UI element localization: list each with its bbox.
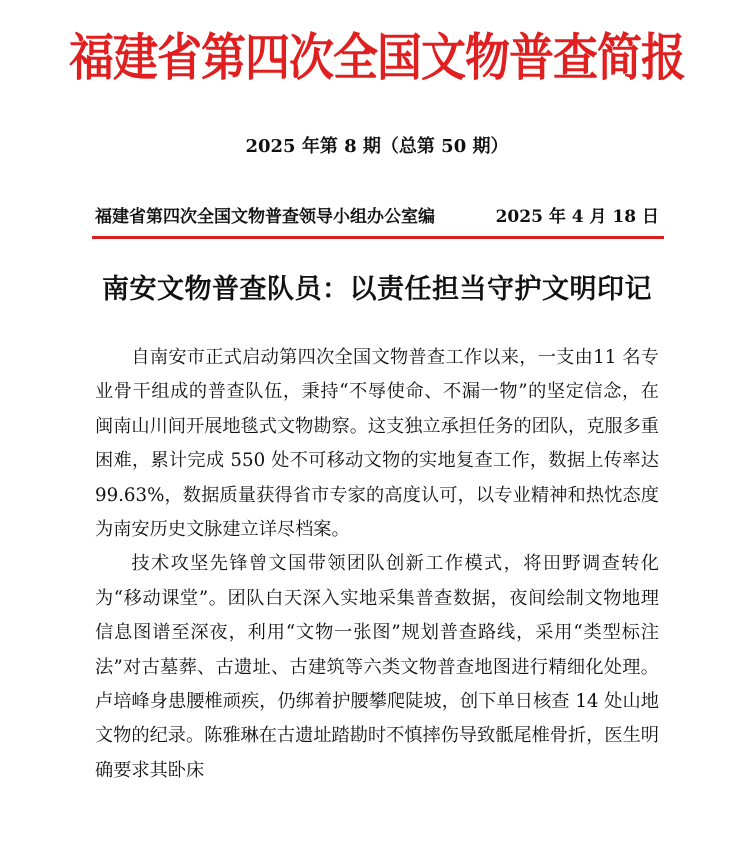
article-paragraph-1: 自南安市正式启动第四次全国文物普查工作以来，一支由11 名专业骨干组成的普查队伍，秉持“不辱使命、不漏一物”的坚定信念，在闽南山川间开展地毯式文物勘察。这支独立承担任务的团队，克服多重困难，累计完成 550 处不可移动文物的实地复查工作，数据上传率达 99.63%，数据质量获得省市专家的高度认可，以专业精神和热忱态度为南安历史文脉建立详尽档案。	[95, 347, 659, 541]
red-divider	[92, 236, 664, 239]
bulletin-masthead: 福建省第四次全国文物普查简报	[68, 27, 685, 88]
editor-line	[95, 204, 659, 230]
editor-office: 福建省第四次全国文物普查领导小组办公室编	[95, 207, 435, 227]
article-paragraph-2: 技术攻坚先锋曾文国带领团队创新工作模式，将田野调查转化为“移动课堂”。团队白天深入实地采集普查数据，夜间绘制文物地理信息图谱至深夜，利用“文物一张图”规划普查路线，采用“类型标注法”对古墓葬、古遗址、古建筑等六类文物普查地图进行精细化处理。卢培峰身患腰椎顽疾，仍绑着护腰攀爬陡坡，创下单日核查 14 处山地文物的纪录。陈雅琳在古遗址踏勘时不慎摔伤导致骶尾椎骨折，医生明确要求其卧床	[95, 553, 659, 781]
article-headline: 南安文物普查队员：以责任担当守护文明印记	[102, 274, 652, 305]
article-body	[95, 341, 659, 788]
issue-number: 2025 年第 8 期（总第 50 期）	[245, 136, 509, 157]
publish-date: 2025 年 4 月 18 日	[495, 207, 659, 227]
